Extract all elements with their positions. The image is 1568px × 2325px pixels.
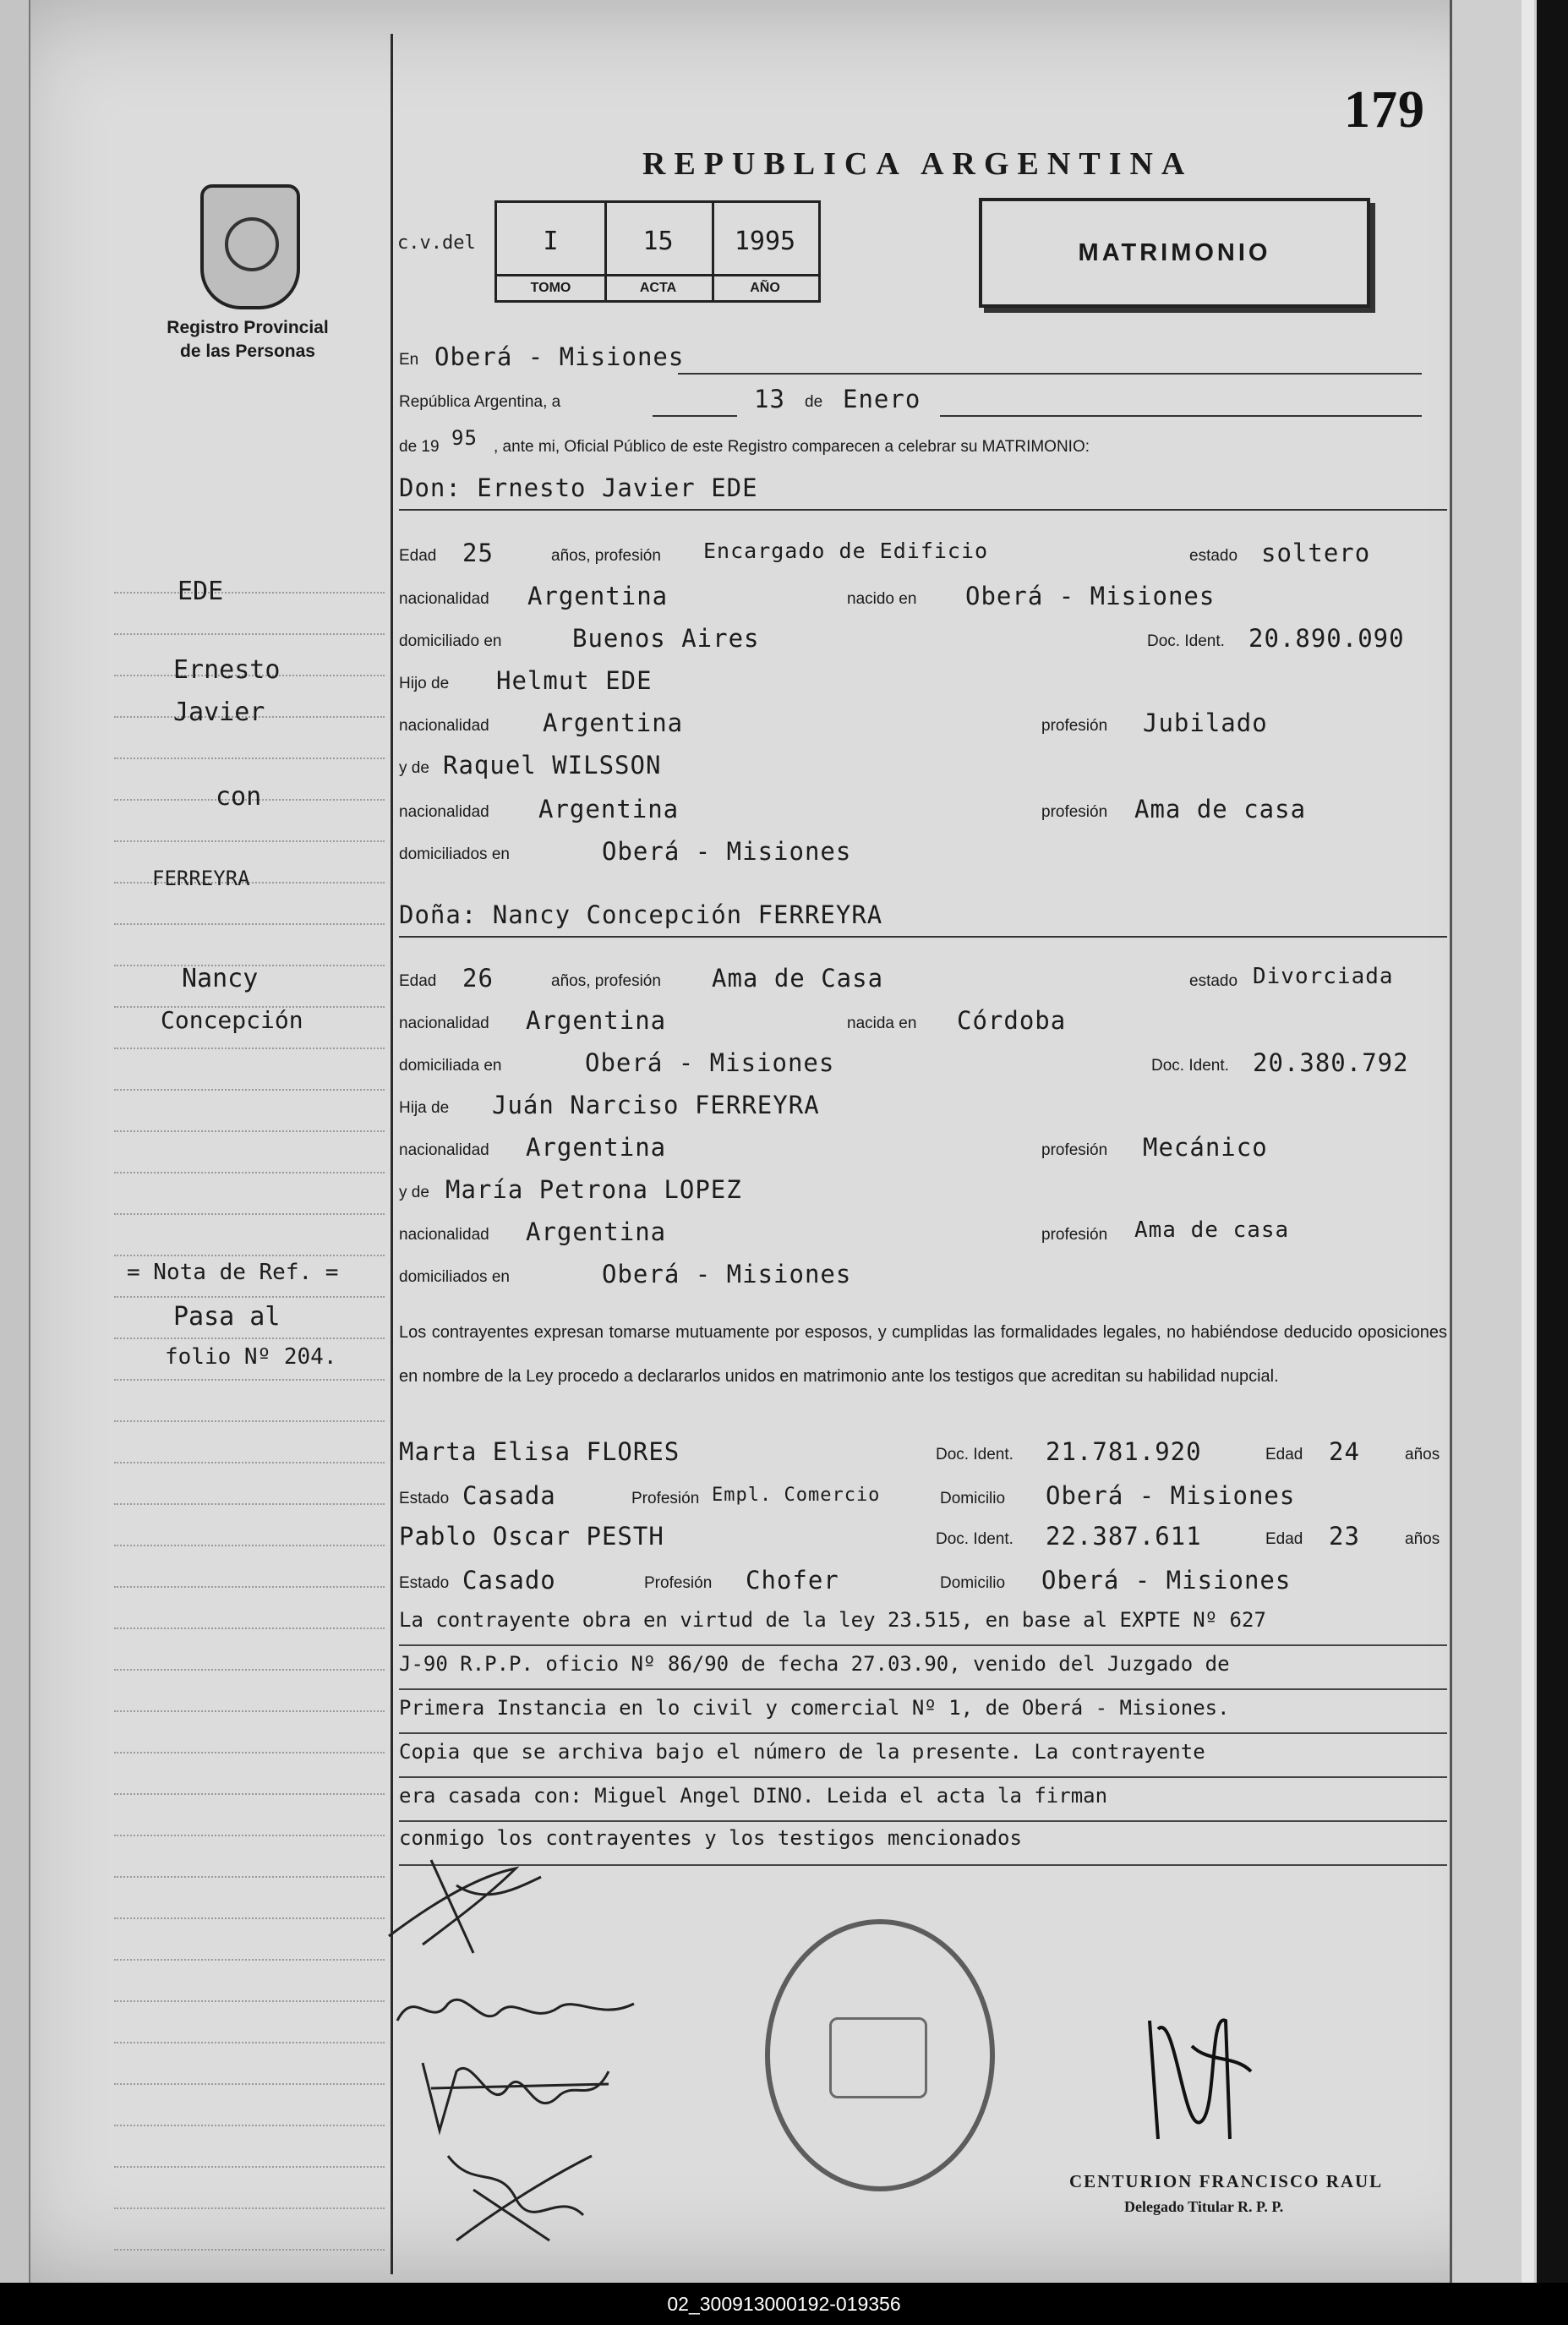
b-profesion: Ama de Casa bbox=[712, 964, 884, 993]
place-value: Oberá - Misiones bbox=[434, 342, 685, 371]
rep-label: República Argentina, a bbox=[399, 393, 561, 411]
margin-surname: EDE bbox=[178, 577, 224, 606]
signature-bride bbox=[389, 1978, 659, 2046]
b-mnac-label: nacionalidad bbox=[399, 1226, 489, 1244]
w1-dom-label: Domicilio bbox=[940, 1490, 1006, 1507]
observation-line: Copia que se archiva bajo el número de la presente. La contrayente bbox=[399, 1740, 1205, 1764]
ruled-line bbox=[114, 1255, 385, 1256]
w2-estado-label: Estado bbox=[399, 1574, 450, 1592]
g-fnac-label: nacionalidad bbox=[399, 717, 489, 735]
ano-value: 1995 bbox=[734, 227, 796, 256]
tomo-label: TOMO bbox=[497, 274, 604, 300]
observation-rule bbox=[399, 1776, 1447, 1778]
b-mprof-label: profesión bbox=[1041, 1226, 1108, 1244]
g-mprof-label: profesión bbox=[1041, 803, 1108, 821]
w1-edad: 24 bbox=[1329, 1437, 1360, 1466]
b-nac-label: nacionalidad bbox=[399, 1015, 489, 1032]
g-nac-label: nacionalidad bbox=[399, 590, 489, 608]
ruled-line bbox=[114, 633, 385, 635]
ruled-line bbox=[114, 1213, 385, 1215]
observation-rule bbox=[399, 1688, 1447, 1690]
row-groom-age bbox=[399, 539, 1447, 572]
g-doc: 20.890.090 bbox=[1248, 624, 1405, 653]
ruled-line bbox=[114, 2125, 385, 2126]
row-bride-mother-nat bbox=[399, 1217, 1447, 1251]
row-groom-parents-dom bbox=[399, 837, 1447, 871]
declaration-paragraph: Los contrayentes expresan tomarse mutuamente por esposos, y cumplidas las formalidades legales, no habiéndose deducido oposiciones en nombre de la Ley procedo a declararlos unidos en matrimonio ante los testigos que acreditan su habilidad nupcial. bbox=[399, 1323, 1447, 1386]
b-edad: 26 bbox=[462, 964, 494, 993]
ano-cell bbox=[712, 203, 818, 300]
w1-doc: 21.781.920 bbox=[1046, 1437, 1202, 1466]
observation-line: conmigo los contrayentes y los testigos mencionados bbox=[399, 1826, 1022, 1850]
row-witness2 bbox=[399, 1522, 1447, 1556]
ruled-line bbox=[114, 2207, 385, 2209]
g-mnac-label: nacionalidad bbox=[399, 803, 489, 821]
w1-name: Marta Elisa FLORES bbox=[399, 1437, 680, 1466]
ruled-line bbox=[114, 1793, 385, 1795]
row-witness1 bbox=[399, 1437, 1447, 1471]
margin-bride-given1: Nancy bbox=[182, 964, 259, 993]
w2-anos: años bbox=[1405, 1530, 1440, 1548]
margin-note-line3: folio Nº 204. bbox=[165, 1344, 337, 1370]
underline bbox=[653, 415, 737, 417]
ruled-line bbox=[114, 1130, 385, 1132]
day-value: 13 bbox=[754, 385, 785, 413]
w2-estado: Casado bbox=[462, 1566, 556, 1595]
margin-con: con bbox=[216, 782, 262, 812]
signature-witness1 bbox=[406, 2038, 626, 2147]
ruled-line bbox=[114, 2166, 385, 2168]
w1-doc-label: Doc. Ident. bbox=[936, 1446, 1013, 1463]
row-year bbox=[399, 426, 1447, 463]
b-yde-label: y de bbox=[399, 1184, 429, 1201]
page-title: REPUBLICA ARGENTINA bbox=[642, 146, 1194, 182]
b-estado-label: estado bbox=[1189, 972, 1238, 990]
g-fprof: Jubilado bbox=[1143, 708, 1268, 737]
margin-note-title: = Nota de Ref. = bbox=[127, 1260, 339, 1285]
observation-rule bbox=[399, 1820, 1447, 1822]
de-label: de bbox=[805, 393, 823, 411]
w2-dom: Oberá - Misiones bbox=[1041, 1566, 1292, 1595]
w1-edad-label: Edad bbox=[1265, 1446, 1303, 1463]
year-text: , ante mi, Oficial Público de este Registro comparecen a celebrar su MATRIMONIO: bbox=[494, 438, 1090, 456]
ruled-line bbox=[114, 1462, 385, 1463]
ruled-line bbox=[114, 2000, 385, 2002]
ruled-line bbox=[114, 1752, 385, 1753]
w1-estado-label: Estado bbox=[399, 1490, 450, 1507]
b-doc: 20.380.792 bbox=[1253, 1048, 1409, 1077]
w2-name: Pablo Oscar PESTH bbox=[399, 1522, 664, 1551]
underline bbox=[399, 509, 1447, 511]
w2-dom-label: Domicilio bbox=[940, 1574, 1006, 1592]
row-bride-nat bbox=[399, 1006, 1447, 1040]
g-pdom: Oberá - Misiones bbox=[602, 837, 852, 866]
tomo-cell bbox=[497, 203, 607, 300]
row-bride-age bbox=[399, 964, 1447, 998]
g-anos-label: años, profesión bbox=[551, 547, 661, 565]
ruled-line bbox=[114, 1628, 385, 1629]
b-estado: Divorciada bbox=[1253, 964, 1394, 989]
b-dom: Oberá - Misiones bbox=[585, 1048, 835, 1077]
underline bbox=[678, 373, 1422, 375]
b-nac: Argentina bbox=[526, 1006, 667, 1035]
signature-officer-initial bbox=[372, 1843, 566, 1970]
g-dom-label: domiciliado en bbox=[399, 632, 502, 650]
g-mprof: Ama de casa bbox=[1134, 795, 1307, 823]
record-type: MATRIMONIO bbox=[979, 198, 1370, 308]
g-nacido-label: nacido en bbox=[847, 590, 917, 608]
w2-prof: Chofer bbox=[746, 1566, 839, 1595]
b-mprof: Ama de casa bbox=[1134, 1217, 1290, 1243]
row-bride-dom bbox=[399, 1048, 1447, 1082]
year-value: 95 bbox=[451, 426, 478, 450]
ruled-line bbox=[114, 1048, 385, 1049]
margin-bride-surname: FERREYRA bbox=[152, 867, 250, 890]
ruled-line bbox=[114, 1172, 385, 1173]
signature-witness2 bbox=[423, 2139, 617, 2257]
b-fprof: Mecánico bbox=[1143, 1133, 1268, 1162]
observation-line: J-90 R.P.P. oficio Nº 86/90 de fecha 27.03.90, venido del Juzgado de bbox=[399, 1652, 1230, 1676]
row-bride-parents-dom bbox=[399, 1260, 1447, 1294]
underline bbox=[940, 415, 1422, 417]
file-id: 02_300913000192-019356 bbox=[0, 2283, 1568, 2325]
row-place bbox=[399, 342, 1447, 376]
signature-delegate bbox=[1124, 1995, 1268, 2156]
acta-label: ACTA bbox=[604, 274, 712, 300]
acta-value: 15 bbox=[642, 227, 674, 256]
registry-line1: Registro Provincial bbox=[167, 318, 329, 337]
b-nacida: Córdoba bbox=[957, 1006, 1067, 1035]
ruled-line bbox=[114, 2042, 385, 2043]
coat-of-arms-icon bbox=[200, 184, 300, 309]
row-groom bbox=[399, 473, 1447, 507]
row-date bbox=[399, 385, 1447, 418]
observation-line: era casada con: Miguel Angel DINO. Leida el acta la firman bbox=[399, 1784, 1108, 1808]
observation-line: Primera Instancia en lo civil y comercial Nº 1, de Oberá - Misiones. bbox=[399, 1696, 1230, 1720]
ruled-line bbox=[114, 758, 385, 759]
g-mother: Raquel WILSSON bbox=[443, 751, 662, 780]
ruled-line bbox=[114, 1876, 385, 1878]
w2-prof-label: Profesión bbox=[644, 1574, 713, 1592]
page-number: 179 bbox=[1344, 81, 1425, 139]
b-doc-label: Doc. Ident. bbox=[1151, 1057, 1229, 1075]
ruled-line bbox=[114, 1089, 385, 1091]
ruled-line bbox=[114, 923, 385, 925]
officer-title: Delegado Titular R. P. P. bbox=[1124, 2198, 1284, 2215]
b-pdom: Oberá - Misiones bbox=[602, 1260, 852, 1288]
g-nacido: Oberá - Misiones bbox=[965, 582, 1216, 610]
g-dom: Buenos Aires bbox=[572, 624, 760, 653]
row-groom-nat bbox=[399, 582, 1447, 615]
w2-edad-label: Edad bbox=[1265, 1530, 1303, 1548]
observation-rule bbox=[399, 1644, 1447, 1646]
bride-name: Doña: Nancy Concepción FERREYRA bbox=[399, 900, 883, 929]
b-fnac-label: nacionalidad bbox=[399, 1141, 489, 1159]
w1-estado: Casada bbox=[462, 1481, 556, 1510]
ruled-line bbox=[114, 840, 385, 842]
g-edad-label: Edad bbox=[399, 547, 437, 565]
g-nac: Argentina bbox=[527, 582, 669, 610]
g-edad: 25 bbox=[462, 539, 494, 567]
w2-doc: 22.387.611 bbox=[1046, 1522, 1202, 1551]
row-groom-father bbox=[399, 666, 1447, 700]
b-edad-label: Edad bbox=[399, 972, 437, 990]
g-estado-label: estado bbox=[1189, 547, 1238, 565]
ruled-line bbox=[114, 1710, 385, 1712]
observation-line: La contrayente obra en virtud de la ley 23.515, en base al EXPTE Nº 627 bbox=[399, 1608, 1266, 1632]
officer-name: CENTURION FRANCISCO RAUL bbox=[1069, 2171, 1384, 2191]
margin-given1: Ernesto bbox=[173, 655, 281, 685]
w2-doc-label: Doc. Ident. bbox=[936, 1530, 1013, 1548]
page-edge-outer bbox=[1522, 0, 1534, 2283]
en-label: En bbox=[399, 351, 419, 369]
g-profesion: Encargado de Edificio bbox=[703, 539, 989, 563]
official-seal-stamp bbox=[765, 1919, 995, 2191]
ruled-line bbox=[114, 1586, 385, 1588]
b-fnac: Argentina bbox=[526, 1133, 667, 1162]
acta-cell bbox=[604, 203, 714, 300]
g-fnac: Argentina bbox=[543, 708, 684, 737]
row-bride bbox=[399, 900, 1447, 934]
groom-name: Don: Ernesto Javier EDE bbox=[399, 473, 758, 502]
year-prefix: de 19 bbox=[399, 438, 440, 456]
ruled-line bbox=[114, 1379, 385, 1381]
binding-edge bbox=[0, 0, 30, 2283]
w1-dom: Oberá - Misiones bbox=[1046, 1481, 1296, 1510]
b-dom-label: domiciliada en bbox=[399, 1057, 502, 1075]
ruled-line bbox=[114, 1296, 385, 1298]
row-bride-mother bbox=[399, 1175, 1447, 1209]
row-bride-father-nat bbox=[399, 1133, 1447, 1167]
ruled-line bbox=[114, 592, 385, 594]
row-witness2-details bbox=[399, 1566, 1447, 1600]
b-fprof-label: profesión bbox=[1041, 1141, 1108, 1159]
w2-edad: 23 bbox=[1329, 1522, 1360, 1551]
g-pdom-label: domiciliados en bbox=[399, 845, 510, 863]
g-estado: soltero bbox=[1261, 539, 1371, 567]
b-anos-label: años, profesión bbox=[551, 972, 661, 990]
ruled-line bbox=[114, 2083, 385, 2085]
b-hija-label: Hija de bbox=[399, 1099, 450, 1117]
registry-name bbox=[142, 316, 353, 364]
month-value: Enero bbox=[843, 385, 921, 413]
ruled-line bbox=[114, 1420, 385, 1422]
g-father: Helmut EDE bbox=[496, 666, 653, 695]
ruled-line bbox=[114, 1503, 385, 1505]
row-groom-dom bbox=[399, 624, 1447, 658]
ruled-line bbox=[114, 1338, 385, 1339]
g-fprof-label: profesión bbox=[1041, 717, 1108, 735]
b-mother: María Petrona LOPEZ bbox=[445, 1175, 742, 1204]
ruled-line bbox=[114, 1835, 385, 1836]
b-father: Juán Narciso FERREYRA bbox=[492, 1091, 820, 1119]
margin-given2: Javier bbox=[173, 698, 265, 727]
b-pdom-label: domiciliados en bbox=[399, 1268, 510, 1286]
ruled-line bbox=[114, 1545, 385, 1546]
margin-note-line2: Pasa al bbox=[173, 1302, 281, 1332]
ruled-line bbox=[114, 1959, 385, 1961]
ruled-line bbox=[114, 1917, 385, 1919]
record-box bbox=[494, 200, 821, 303]
g-yde-label: y de bbox=[399, 759, 429, 777]
row-groom-mother bbox=[399, 751, 1447, 785]
observation-rule bbox=[399, 1732, 1447, 1734]
row-witness1-details bbox=[399, 1481, 1447, 1515]
row-groom-father-nat bbox=[399, 708, 1447, 742]
tomo-value: I bbox=[543, 227, 559, 256]
underline bbox=[399, 936, 1447, 938]
w1-prof-label: Profesión bbox=[631, 1490, 700, 1507]
b-mnac: Argentina bbox=[526, 1217, 667, 1246]
g-hijo-label: Hijo de bbox=[399, 675, 450, 692]
b-nacida-label: nacida en bbox=[847, 1015, 917, 1032]
margin-bride-given2: Concepción bbox=[161, 1006, 303, 1034]
registry-line2: de las Personas bbox=[180, 342, 315, 361]
row-bride-father bbox=[399, 1091, 1447, 1124]
w1-prof: Empl. Comercio bbox=[712, 1485, 881, 1506]
ruled-line bbox=[114, 2249, 385, 2251]
row-groom-mother-nat bbox=[399, 795, 1447, 829]
ano-label: AÑO bbox=[712, 274, 818, 300]
w1-anos: años bbox=[1405, 1446, 1440, 1463]
g-doc-label: Doc. Ident. bbox=[1147, 632, 1225, 650]
ruled-line bbox=[114, 1669, 385, 1671]
cv-note: c.v.del bbox=[397, 232, 476, 254]
g-mnac: Argentina bbox=[538, 795, 680, 823]
